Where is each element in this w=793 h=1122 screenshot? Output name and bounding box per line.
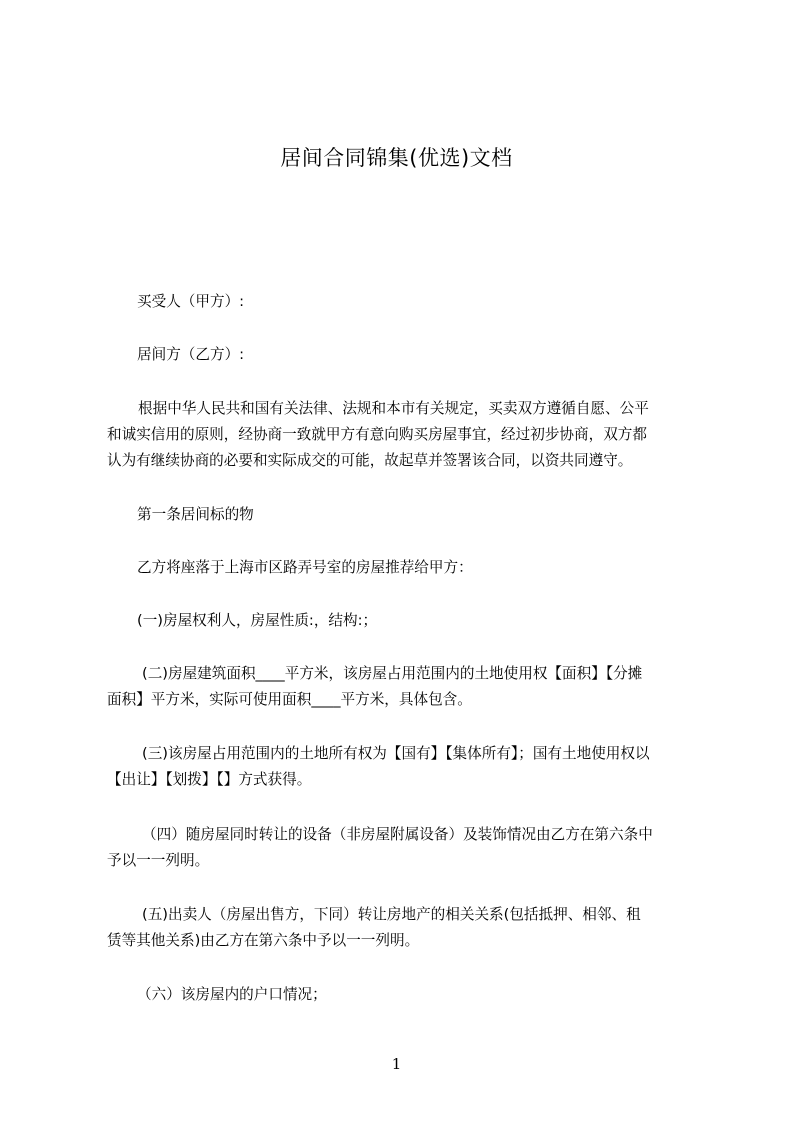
intermediary-line: 居间方（乙方）:	[137, 346, 245, 363]
clause-1: (一)房屋权利人，房屋性质:，结构:；	[137, 612, 378, 629]
clause-5-line-2: 赁等其他关系)由乙方在第六条中予以一一列明。	[107, 932, 420, 949]
clause-4-line-2: 予以一一列明。	[107, 852, 210, 869]
buyer-line: 买受人（甲方）:	[137, 293, 245, 310]
article-1-heading: 第一条居间标的物	[137, 506, 254, 523]
clause-3-line-1: (三)该房屋占用范围内的土地所有权为【国有】【集体所有】；国有土地使用权以	[142, 745, 650, 762]
clause-2-line-2: 面积】平方米，实际可使用面积____平方米，具体包含。	[107, 691, 472, 708]
clause-4-line-1: （四）随房屋同时转让的设备（非房屋附属设备）及装饰情况由乙方在第六条中	[142, 826, 653, 843]
clause-2-line-1: (二)房屋建筑面积____平方米，该房屋占用范围内的土地使用权【面积】【分摊	[142, 665, 643, 682]
preamble-line-1: 根据中华人民共和国有关法律、法规和本市有关规定，买卖双方遵循自愿、公平	[138, 400, 649, 417]
clause-3-line-2: 【出让】【划拨】【】方式获得。	[107, 771, 312, 788]
preamble-line-2: 和诚实信用的原则，经协商一致就甲方有意向购买房屋事宜，经过初步协商，双方都	[107, 426, 647, 443]
preamble-line-3: 认为有继续协商的必要和实际成交的可能，故起草并签署该合同，以资共同遵守。	[107, 452, 633, 469]
document-title: 居间合同锦集(优选)文档	[280, 146, 513, 170]
article-1-intro: 乙方将座落于上海市区路弄号室的房屋推荐给甲方：	[137, 559, 473, 576]
page-number: 1	[391, 1055, 402, 1073]
clause-6: （六）该房屋内的户口情况；	[137, 986, 327, 1003]
clause-5-line-1: (五)出卖人（房屋出售方，下同）转让房地产的相关关系(包括抵押、相邻、租	[142, 906, 641, 923]
